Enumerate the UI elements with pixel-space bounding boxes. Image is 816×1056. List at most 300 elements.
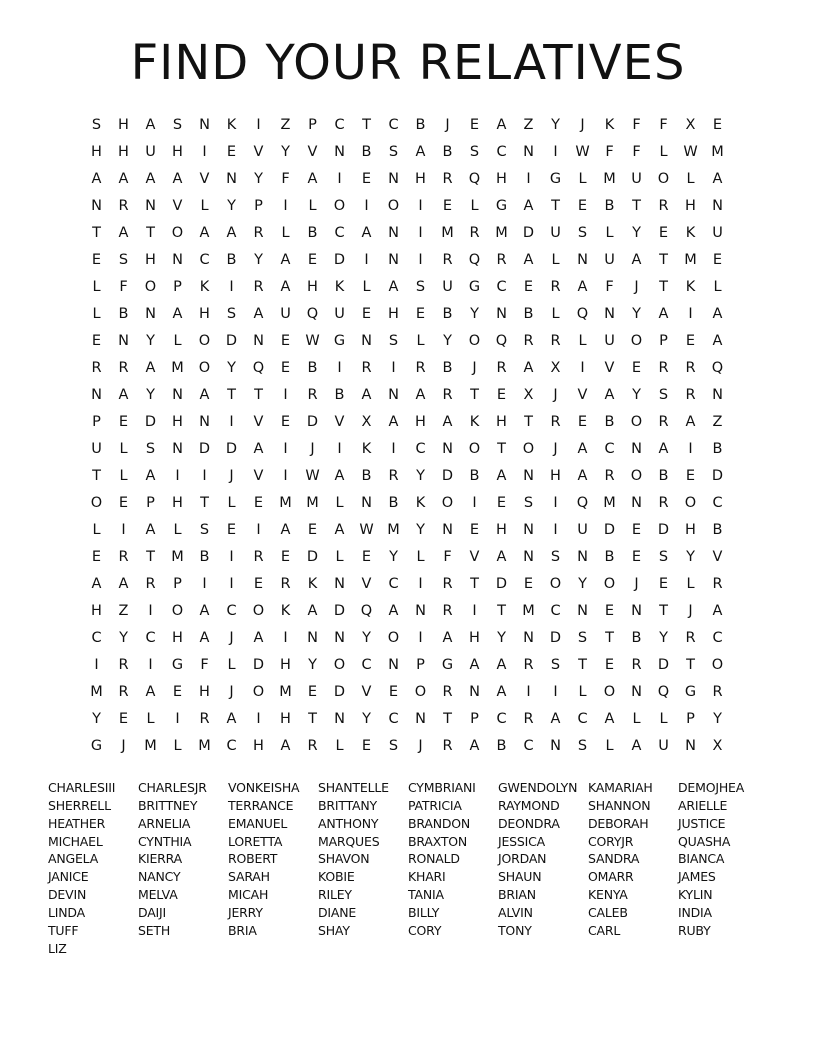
- word-list-item: VONKEISHA: [228, 780, 300, 795]
- grid-letter: N: [604, 306, 615, 322]
- grid-letter: C: [712, 630, 723, 646]
- word-list-item: KENYA: [588, 887, 628, 903]
- grid-letter: R: [388, 468, 399, 484]
- grid-letter: X: [712, 738, 723, 754]
- grid-letter: L: [227, 495, 236, 511]
- word-list-item: JESSICA: [498, 833, 546, 849]
- grid-letter: B: [442, 144, 453, 160]
- grid-letter: C: [334, 117, 345, 133]
- word-list-item: EMANUEL: [228, 815, 288, 831]
- grid-letter: O: [171, 225, 184, 241]
- grid-letter: H: [307, 279, 318, 295]
- grid-letter: M: [306, 495, 319, 511]
- grid-letter: U: [280, 306, 291, 322]
- grid-letter: I: [553, 495, 558, 511]
- grid-letter: Y: [281, 144, 290, 160]
- word-list-item: ALVIN: [498, 904, 533, 920]
- grid-letter: H: [253, 738, 264, 754]
- grid-letter: C: [199, 252, 210, 268]
- word-list-item: BILLY: [408, 904, 440, 920]
- grid-letter: A: [550, 711, 561, 727]
- grid-letter: F: [119, 279, 128, 295]
- grid-letter: R: [253, 549, 264, 565]
- grid-letter: Q: [576, 306, 589, 322]
- grid-letter: D: [603, 522, 616, 538]
- grid-letter: H: [199, 684, 210, 700]
- grid-letter: A: [280, 252, 291, 268]
- grid-letter: N: [172, 387, 183, 403]
- grid-letter: O: [630, 414, 643, 430]
- grid-letter: A: [496, 657, 507, 673]
- grid-letter: E: [118, 495, 129, 511]
- grid-letter: J: [445, 117, 450, 133]
- grid-letter: Y: [632, 225, 641, 241]
- grid-letter: A: [496, 684, 507, 700]
- grid-letter: L: [416, 333, 425, 349]
- grid-letter: C: [415, 441, 426, 457]
- word-list-item: ARIELLE: [678, 797, 728, 813]
- grid-letter: N: [199, 414, 210, 430]
- word-list-item: LIZ: [48, 940, 67, 956]
- grid-letter: T: [659, 603, 668, 619]
- grid-letter: O: [198, 333, 211, 349]
- grid-letter: Q: [576, 495, 589, 511]
- grid-letter: P: [254, 198, 263, 214]
- grid-letter: I: [256, 522, 261, 538]
- grid-letter: J: [229, 468, 234, 484]
- grid-letter: A: [523, 252, 534, 268]
- grid-letter: G: [90, 738, 103, 754]
- grid-letter: Y: [92, 711, 101, 727]
- grid-letter: O: [603, 684, 616, 700]
- grid-letter: M: [90, 684, 103, 700]
- grid-letter: B: [199, 549, 210, 565]
- grid-letter: B: [604, 198, 615, 214]
- word-list-item: BRAXTON: [408, 833, 468, 849]
- grid-letter: J: [634, 576, 639, 592]
- grid-letter: Q: [252, 360, 265, 376]
- grid-letter: N: [523, 468, 534, 484]
- grid-letter: R: [523, 657, 534, 673]
- grid-letter: E: [280, 549, 291, 565]
- grid-letter: J: [310, 441, 315, 457]
- grid-letter: T: [362, 117, 371, 133]
- grid-letter: L: [713, 279, 722, 295]
- grid-letter: L: [146, 711, 155, 727]
- grid-letter: E: [469, 522, 480, 538]
- grid-letter: Q: [468, 252, 481, 268]
- grid-letter: T: [686, 657, 695, 673]
- grid-letter: O: [144, 279, 157, 295]
- grid-letter: Q: [711, 360, 724, 376]
- grid-letter: H: [172, 144, 183, 160]
- grid-letter: Y: [497, 630, 506, 646]
- grid-letter: A: [307, 171, 318, 187]
- grid-letter: D: [441, 468, 454, 484]
- grid-letter: O: [630, 468, 643, 484]
- word-list-item: DEONDRA: [498, 815, 560, 831]
- grid-letter: N: [523, 549, 534, 565]
- grid-letter: A: [712, 603, 723, 619]
- grid-letter: L: [659, 144, 668, 160]
- grid-letter: I: [283, 387, 288, 403]
- grid-letter: S: [577, 225, 588, 241]
- grid-letter: R: [442, 252, 453, 268]
- grid-letter: A: [712, 333, 723, 349]
- grid-letter: Y: [389, 549, 398, 565]
- grid-letter: T: [659, 252, 668, 268]
- grid-letter: S: [388, 333, 399, 349]
- word-list-item: RUBY: [678, 922, 711, 938]
- word-list-item: SHANTELLE: [318, 780, 389, 795]
- grid-letter: U: [604, 333, 615, 349]
- grid-letter: C: [604, 441, 615, 457]
- grid-letter: H: [118, 144, 129, 160]
- grid-letter: T: [308, 711, 317, 727]
- word-list-item: DIANE: [318, 904, 357, 920]
- grid-letter: C: [145, 630, 156, 646]
- grid-letter: J: [688, 603, 693, 619]
- grid-letter: A: [523, 360, 534, 376]
- grid-letter: O: [441, 495, 454, 511]
- grid-letter: A: [469, 738, 480, 754]
- grid-letter: E: [685, 333, 696, 349]
- grid-letter: I: [202, 468, 207, 484]
- grid-letter: R: [118, 657, 129, 673]
- grid-letter: C: [361, 657, 372, 673]
- grid-letter: D: [333, 252, 346, 268]
- grid-letter: I: [472, 495, 477, 511]
- grid-letter: D: [549, 630, 562, 646]
- grid-letter: H: [172, 630, 183, 646]
- grid-letter: L: [335, 549, 344, 565]
- grid-letter: A: [604, 711, 615, 727]
- grid-letter: N: [577, 603, 588, 619]
- grid-letter: N: [523, 630, 534, 646]
- grid-letter: I: [553, 144, 558, 160]
- grid-letter: A: [145, 360, 156, 376]
- grid-letter: A: [253, 630, 264, 646]
- grid-letter: A: [199, 630, 210, 646]
- word-list-item: CYMBRIANI: [408, 780, 476, 795]
- grid-letter: N: [334, 576, 345, 592]
- grid-letter: S: [469, 144, 480, 160]
- grid-letter: L: [416, 549, 425, 565]
- grid-letter: R: [442, 603, 453, 619]
- grid-letter: O: [198, 360, 211, 376]
- grid-letter: M: [171, 360, 184, 376]
- grid-letter: H: [280, 711, 291, 727]
- grid-letter: N: [631, 603, 642, 619]
- grid-letter: K: [685, 279, 696, 295]
- grid-letter: E: [658, 576, 669, 592]
- grid-letter: Z: [712, 414, 723, 430]
- word-list-item: JAMES: [678, 869, 716, 885]
- grid-letter: E: [172, 684, 183, 700]
- grid-letter: V: [712, 549, 723, 565]
- grid-letter: R: [685, 387, 696, 403]
- grid-letter: B: [523, 306, 534, 322]
- grid-letter: I: [688, 441, 693, 457]
- grid-letter: I: [391, 360, 396, 376]
- grid-letter: A: [658, 441, 669, 457]
- grid-letter: I: [526, 171, 531, 187]
- grid-letter: R: [307, 738, 318, 754]
- grid-letter: T: [146, 225, 155, 241]
- grid-letter: S: [550, 549, 561, 565]
- grid-letter: B: [361, 144, 372, 160]
- grid-letter: I: [283, 441, 288, 457]
- word-list-item: MELVA: [138, 887, 178, 903]
- grid-letter: S: [523, 495, 534, 511]
- word-list-item: CYNTHIA: [138, 833, 192, 849]
- grid-letter: E: [361, 306, 372, 322]
- grid-letter: D: [198, 441, 211, 457]
- grid-letter: N: [577, 549, 588, 565]
- grid-letter: M: [198, 738, 211, 754]
- grid-letter: J: [634, 279, 639, 295]
- grid-letter: E: [280, 414, 291, 430]
- word-list-item: SHAY: [318, 922, 350, 938]
- word-list-item: ARNELIA: [138, 815, 191, 831]
- grid-letter: O: [684, 495, 697, 511]
- word-list-item: CALEB: [588, 904, 628, 920]
- grid-letter: B: [307, 225, 318, 241]
- grid-letter: F: [605, 144, 614, 160]
- grid-letter: L: [92, 279, 101, 295]
- word-list-item: SANDRA: [588, 851, 640, 867]
- grid-letter: O: [252, 684, 265, 700]
- grid-letter: A: [415, 387, 426, 403]
- word-list-item: CORYJR: [588, 833, 634, 849]
- word-list-item: SETH: [138, 922, 171, 938]
- word-list-item: NANCY: [138, 869, 181, 885]
- word-list-item: CHARLESIII: [48, 780, 116, 795]
- grid-letter: A: [145, 171, 156, 187]
- word-list-item: JERRY: [228, 904, 263, 920]
- grid-letter: Y: [416, 468, 425, 484]
- grid-letter: R: [253, 279, 264, 295]
- grid-letter: K: [685, 225, 696, 241]
- grid-letter: R: [442, 171, 453, 187]
- grid-letter: G: [171, 657, 184, 673]
- grid-letter: L: [470, 198, 479, 214]
- grid-letter: E: [496, 495, 507, 511]
- grid-letter: R: [145, 576, 156, 592]
- grid-letter: K: [604, 117, 615, 133]
- grid-letter: F: [281, 171, 290, 187]
- grid-letter: L: [308, 198, 317, 214]
- grid-letter: R: [442, 387, 453, 403]
- grid-letter: L: [659, 711, 668, 727]
- grid-letter: S: [658, 549, 669, 565]
- grid-letter: O: [252, 603, 265, 619]
- grid-letter: I: [337, 441, 342, 457]
- grid-letter: L: [605, 225, 614, 241]
- grid-letter: R: [550, 333, 561, 349]
- grid-letter: R: [658, 198, 669, 214]
- grid-letter: Y: [146, 387, 155, 403]
- word-list-item: TANIA: [408, 887, 444, 903]
- grid-letter: Y: [443, 333, 452, 349]
- grid-letter: O: [333, 657, 346, 673]
- grid-letter: A: [577, 441, 588, 457]
- grid-letter: N: [469, 684, 480, 700]
- grid-letter: A: [118, 171, 129, 187]
- grid-letter: T: [632, 198, 641, 214]
- word-list-item: BRITTNEY: [138, 797, 198, 813]
- grid-letter: I: [229, 279, 234, 295]
- grid-letter: L: [551, 306, 560, 322]
- grid-letter: T: [551, 198, 560, 214]
- grid-letter: T: [227, 387, 236, 403]
- word-list-item: JUSTICE: [678, 815, 726, 831]
- grid-letter: B: [604, 414, 615, 430]
- grid-letter: S: [658, 387, 669, 403]
- grid-letter: B: [388, 495, 399, 511]
- grid-letter: Q: [468, 171, 481, 187]
- grid-letter: H: [496, 171, 507, 187]
- grid-letter: O: [90, 495, 103, 511]
- grid-letter: O: [711, 657, 724, 673]
- grid-letter: U: [577, 522, 588, 538]
- grid-letter: K: [334, 279, 345, 295]
- word-list-item: QUASHA: [678, 833, 731, 849]
- grid-letter: M: [495, 225, 508, 241]
- word-list-item: BRITTANY: [318, 797, 377, 813]
- grid-letter: A: [172, 171, 183, 187]
- grid-letter: E: [361, 171, 372, 187]
- grid-letter: I: [526, 684, 531, 700]
- word-list-item: GWENDOLYN: [498, 780, 578, 795]
- grid-letter: C: [496, 711, 507, 727]
- grid-letter: E: [604, 603, 615, 619]
- grid-letter: C: [550, 603, 561, 619]
- grid-letter: X: [523, 387, 534, 403]
- grid-letter: B: [307, 360, 318, 376]
- grid-letter: I: [391, 441, 396, 457]
- grid-letter: B: [442, 360, 453, 376]
- grid-letter: I: [94, 657, 99, 673]
- grid-letter: L: [92, 522, 101, 538]
- grid-letter: J: [229, 630, 234, 646]
- grid-letter: N: [496, 306, 507, 322]
- grid-letter: I: [553, 522, 558, 538]
- grid-letter: I: [229, 576, 234, 592]
- grid-letter: L: [578, 333, 587, 349]
- grid-letter: A: [334, 468, 345, 484]
- grid-letter: H: [172, 414, 183, 430]
- grid-letter: A: [307, 603, 318, 619]
- word-list-item: KYLIN: [678, 887, 713, 903]
- grid-letter: E: [307, 684, 318, 700]
- grid-letter: I: [229, 549, 234, 565]
- grid-letter: H: [415, 171, 426, 187]
- grid-letter: L: [578, 171, 587, 187]
- grid-letter: N: [91, 198, 102, 214]
- grid-letter: Y: [416, 522, 425, 538]
- grid-letter: E: [712, 252, 723, 268]
- grid-letter: N: [442, 441, 453, 457]
- grid-letter: C: [496, 279, 507, 295]
- grid-letter: R: [307, 387, 318, 403]
- grid-letter: N: [388, 252, 399, 268]
- grid-letter: Y: [362, 630, 371, 646]
- grid-letter: M: [441, 225, 454, 241]
- grid-letter: A: [604, 387, 615, 403]
- grid-letter: T: [578, 657, 587, 673]
- grid-letter: S: [415, 279, 426, 295]
- grid-letter: I: [121, 522, 126, 538]
- grid-letter: A: [280, 279, 291, 295]
- grid-letter: E: [253, 576, 264, 592]
- grid-letter: T: [92, 225, 101, 241]
- grid-letter: L: [686, 576, 695, 592]
- grid-letter: A: [226, 711, 237, 727]
- word-list-item: BIANCA: [678, 851, 725, 867]
- grid-letter: L: [578, 684, 587, 700]
- word-list-item: CARL: [588, 922, 621, 938]
- grid-letter: N: [415, 711, 426, 727]
- grid-letter: Z: [280, 117, 291, 133]
- grid-letter: H: [496, 522, 507, 538]
- word-list-item: INDIA: [678, 904, 712, 920]
- grid-letter: C: [334, 225, 345, 241]
- grid-letter: N: [91, 387, 102, 403]
- grid-letter: I: [472, 603, 477, 619]
- word-list-item: MICHAEL: [48, 833, 103, 849]
- grid-letter: B: [631, 630, 642, 646]
- word-list-item: TONY: [498, 922, 532, 938]
- word-list-item: BRANDON: [408, 815, 471, 831]
- grid-letter: Z: [118, 603, 129, 619]
- grid-letter: E: [685, 468, 696, 484]
- grid-letter: I: [364, 198, 369, 214]
- grid-letter: J: [418, 738, 423, 754]
- grid-letter: C: [388, 576, 399, 592]
- grid-letter: E: [631, 522, 642, 538]
- word-list-item: TERRANCE: [228, 797, 294, 813]
- grid-letter: R: [442, 576, 453, 592]
- grid-letter: S: [388, 144, 399, 160]
- grid-letter: L: [281, 225, 290, 241]
- grid-letter: A: [334, 522, 345, 538]
- grid-letter: H: [685, 198, 696, 214]
- grid-letter: M: [684, 252, 697, 268]
- grid-letter: A: [685, 414, 696, 430]
- grid-letter: A: [145, 468, 156, 484]
- grid-letter: N: [712, 387, 723, 403]
- grid-letter: L: [605, 738, 614, 754]
- grid-letter: E: [388, 684, 399, 700]
- grid-letter: M: [171, 549, 184, 565]
- grid-letter: B: [118, 306, 129, 322]
- grid-letter: V: [307, 144, 318, 160]
- grid-letter: N: [388, 657, 399, 673]
- word-list-item: JANICE: [48, 869, 89, 885]
- word-list-item: ANTHONY: [318, 815, 379, 831]
- grid-letter: S: [226, 306, 237, 322]
- grid-letter: N: [172, 441, 183, 457]
- grid-letter: A: [658, 306, 669, 322]
- grid-letter: O: [468, 333, 481, 349]
- grid-letter: T: [497, 441, 506, 457]
- grid-letter: E: [658, 225, 669, 241]
- grid-letter: M: [711, 144, 724, 160]
- grid-letter: V: [361, 684, 372, 700]
- grid-letter: E: [118, 711, 129, 727]
- grid-letter: E: [118, 414, 129, 430]
